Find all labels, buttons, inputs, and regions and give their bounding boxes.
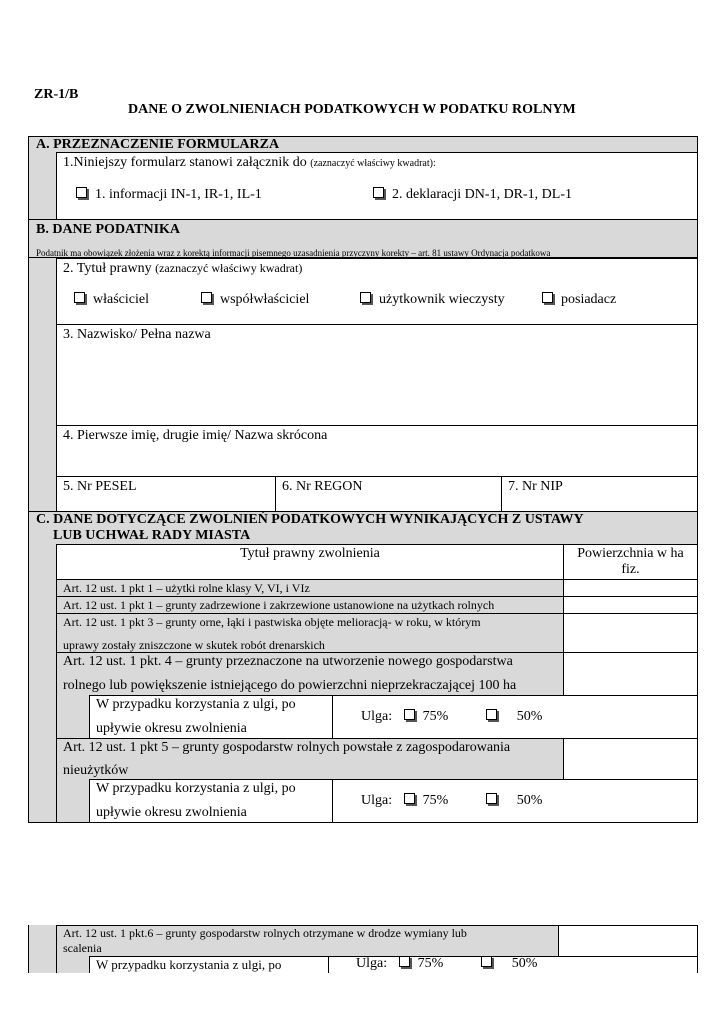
- col-title-header: [56, 544, 564, 580]
- table-row: [56, 925, 559, 957]
- row5-label-2: nieużytków: [63, 763, 129, 778]
- checkbox-icon[interactable]: [404, 709, 415, 720]
- q2-box: [56, 258, 698, 325]
- q3-label: 3. Nazwisko/ Pełna nazwa: [63, 327, 211, 342]
- option-wspolwlasciciel[interactable]: współwłaściciel: [201, 292, 309, 308]
- relief-label-1: W przypadku korzystania z ulgi, po: [96, 697, 296, 712]
- row4-label-2: rolnego lub powiększenie istniejącego do powierzchni nieprzekraczającej 100 ha: [63, 678, 517, 693]
- row4-label-1: Art. 12 ust. 1 pkt. 4 – grunty przeznaczone na utworzenie nowego gospodarstwa: [63, 654, 513, 669]
- relief-label-1: W przypadku korzystania z ulgi, po: [96, 781, 296, 796]
- checkbox-icon[interactable]: [201, 292, 212, 303]
- section-b-gutter: [28, 258, 56, 512]
- col-area-label-2: fiz.: [621, 562, 640, 577]
- checkbox-icon[interactable]: [542, 292, 553, 303]
- relief-options-cell: [328, 956, 698, 973]
- checkbox-icon[interactable]: [74, 292, 85, 303]
- relief-label-cell: [89, 695, 333, 739]
- nip-label: 7. Nr NIP: [508, 479, 563, 494]
- section-c-title-1: C. DANE DOTYCZĄCE ZWOLNIEŃ PODATKOWYCH WYNIKAJĄCYCH Z USTAWY: [36, 512, 584, 527]
- row6-area[interactable]: [558, 925, 698, 957]
- checkbox-icon[interactable]: [360, 292, 371, 303]
- checkbox-icon[interactable]: [76, 187, 87, 198]
- q4-label: 4. Pierwsze imię, drugie imię/ Nazwa skrócona: [63, 428, 328, 443]
- col-area-header: [563, 544, 698, 580]
- ulga-label: Ulga:: [361, 709, 393, 724]
- regon-field[interactable]: [275, 476, 502, 512]
- section-c-gutter: [28, 544, 56, 823]
- section-a-title: A. PRZEZNACZENIE FORMULARZA: [36, 137, 280, 152]
- table-row: [56, 596, 564, 614]
- checkbox-icon[interactable]: [373, 187, 384, 198]
- col-title-label: Tytuł prawny zwolnienia: [240, 546, 380, 561]
- row2-label: Art. 12 ust. 1 pkt 1 – grunty zadrzewione i zakrzewione ustanowione na użytkach rolnych: [63, 598, 495, 612]
- table-row: [56, 579, 564, 597]
- option-wlasciciel[interactable]: właściciel: [74, 292, 149, 308]
- section-c-title-2: LUB UCHWAŁ RADY MIASTA: [53, 528, 251, 543]
- row6-label-2: scalenia: [63, 941, 102, 955]
- col-area-label-1: Powierzchnia w ha: [577, 546, 684, 561]
- section-b-header: [28, 219, 698, 258]
- checkbox-icon[interactable]: [399, 956, 410, 967]
- relief-gutter: [56, 956, 90, 973]
- row1-label: Art. 12 ust. 1 pkt 1 – użytki rolne klasy V, VI, i VIz: [63, 581, 310, 595]
- q1-hint: (zaznaczyć właściwy kwadrat):: [310, 158, 436, 169]
- relief-options-cell: [332, 779, 698, 823]
- section-a-header: [28, 136, 698, 153]
- relief-label-cell: [89, 956, 329, 973]
- row2-area[interactable]: [563, 596, 698, 614]
- checkbox-icon[interactable]: [481, 956, 492, 967]
- ulga-75[interactable]: 75%: [417, 956, 444, 971]
- section-b-note: Podatnik ma obowiązek złożenia wraz z korektą informacji pisemnego uzasadnienia przyczyny korekty – art. 81 ustawy Ordynacja podatkowa: [36, 248, 551, 258]
- ulga-75[interactable]: 75%: [422, 709, 449, 724]
- pesel-label: 5. Nr PESEL: [63, 479, 137, 494]
- option-informacji[interactable]: 1. informacji IN-1, IR-1, IL-1: [76, 187, 262, 203]
- ulga-50[interactable]: 50%: [516, 709, 543, 724]
- row3-area[interactable]: [563, 613, 698, 653]
- row5-area[interactable]: [563, 738, 698, 780]
- q2-label: 2. Tytuł prawny (zaznaczyć właściwy kwadrat): [63, 261, 303, 276]
- regon-label: 6. Nr REGON: [282, 479, 363, 494]
- ulga-label: Ulga:: [356, 956, 388, 971]
- table-row: [56, 738, 564, 780]
- ulga-50[interactable]: 50%: [511, 956, 538, 971]
- q1-label: 1.Niniejszy formularz stanowi załącznik do (zaznaczyć właściwy kwadrat):: [63, 155, 436, 170]
- relief-label-1: W przypadku korzystania z ulgi, po: [96, 957, 282, 972]
- pesel-field[interactable]: [56, 476, 276, 512]
- table-row: [56, 613, 564, 653]
- checkbox-icon[interactable]: [404, 793, 415, 804]
- table-row: [56, 652, 564, 696]
- relief-label-cell: [89, 779, 333, 823]
- page-title: DANE O ZWOLNIENIACH PODATKOWYCH W PODATKU ROLNYM: [128, 102, 576, 117]
- section-b-title: B. DANE PODATNIKA: [36, 222, 181, 237]
- form-code: ZR-1/B: [34, 87, 79, 102]
- relief-gutter: [56, 695, 90, 739]
- q3-field[interactable]: [56, 324, 698, 426]
- ulga-group: [361, 709, 542, 725]
- row3-label-2: uprawy zostały zniszczone w skutek robót drenarskich: [63, 638, 325, 652]
- page2-gutter: [28, 925, 56, 973]
- q2-hint: (zaznaczyć właściwy kwadrat): [155, 261, 303, 275]
- ulga-75[interactable]: 75%: [422, 793, 449, 808]
- ulga-group: [361, 793, 542, 809]
- row4-area[interactable]: [563, 652, 698, 696]
- row6-label-1: Art. 12 ust. 1 pkt.6 – grunty gospodarstw rolnych otrzymane w drodze wymiany lub: [63, 926, 467, 940]
- row3-label-1: Art. 12 ust. 1 pkt 3 – grunty orne, łąki i pastwiska objęte melioracją- w roku, w którym: [63, 615, 481, 629]
- checkbox-icon[interactable]: [486, 709, 497, 720]
- relief-options-cell: [332, 695, 698, 739]
- section-c-header: [28, 511, 698, 545]
- ulga-label: Ulga:: [361, 793, 393, 808]
- ulga-50[interactable]: 50%: [516, 793, 543, 808]
- row1-area[interactable]: [563, 579, 698, 597]
- relief-label-2: upływie okresu zwolnienia: [96, 805, 247, 820]
- row5-label-1: Art. 12 ust. 1 pkt 5 – grunty gospodarstw rolnych powstałe z zagospodarowania: [63, 740, 511, 755]
- option-posiadacz[interactable]: posiadacz: [542, 292, 616, 308]
- relief-label-2: upływie okresu zwolnienia: [96, 721, 247, 736]
- nip-field[interactable]: [501, 476, 698, 512]
- q4-field[interactable]: [56, 425, 698, 477]
- section-a-gutter: [28, 152, 56, 220]
- ulga-group: [356, 956, 537, 972]
- option-deklaracji[interactable]: 2. deklaracji DN-1, DR-1, DL-1: [373, 187, 572, 203]
- option-uzytkownik[interactable]: użytkownik wieczysty: [360, 292, 505, 308]
- checkbox-icon[interactable]: [486, 793, 497, 804]
- relief-gutter: [56, 779, 90, 823]
- section-a-body: [56, 152, 698, 220]
